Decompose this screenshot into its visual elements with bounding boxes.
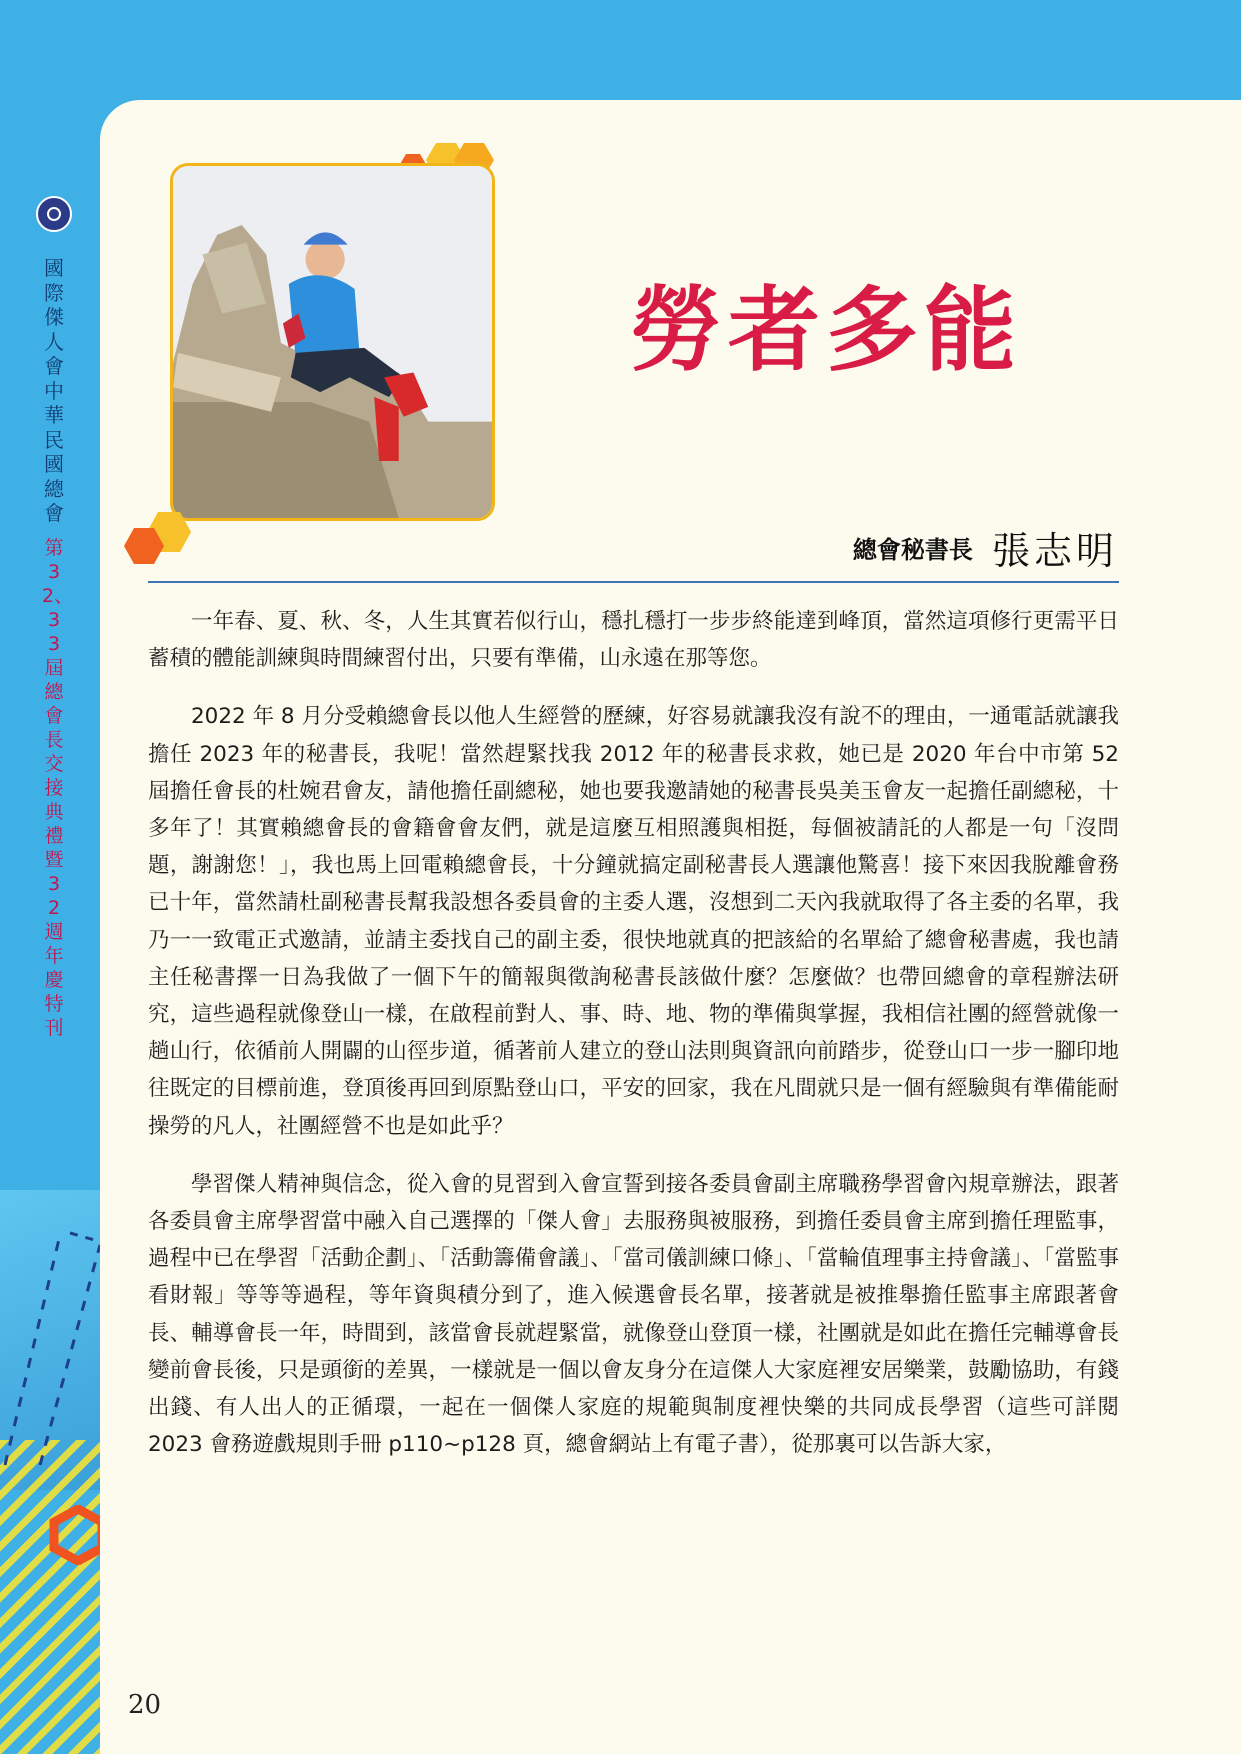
paragraph: 2022 年 8 月分受賴總會長以他人生經營的歷練，好容易就讓我沒有說不的理由，一通電話就讓我擔任 2023 年的秘書長，我呢！當然趕緊找我 2012 年的秘書長求救，她已是 2020 年台中市第 52 屆擔任會長的杜婉君會友，請他擔任副總秘，她也要我邀請她的秘書長吳美玉會友一起擔任副總秘，十多年了！其實賴總會長的會籍會會友們，就是這麼互相照護與相挺，每個被請託的人都是一句「沒問題，謝謝您！」，我也馬上回電賴總會長，十分鐘就搞定副秘書長人選讓他驚喜！接下來因我脫離會務已十年，當然請杜副秘書長幫我設想各委員會的主委人選，沒想到二天內我就取得了各主委的名單，我乃一一致電正式邀請，並請主委找自己的副主委，很快地就真的把該給的名單給了總會秘書處，我也請主任秘書擇一日為我做了一個下午的簡報與徵詢秘書長該做什麼？怎麼做？也帶回總會的章程辦法研究，這些過程就像登山一樣，在啟程前對人、事、時、地、物的準備與掌握，我相信社團的經營就像一趟山行，依循前人開闢的山徑步道，循著前人建立的登山法則與資訊向前踏步，從登山口一步一腳印地往既定的目標前進，登頂後再回到原點登山口，平安的回家，我在凡間就只是一個有經驗與有準備能耐操勞的凡人，社團經營不也是如此乎？ [148,704,1119,1139]
paragraph: 學習傑人精神與信念，從入會的見習到入會宣誓到接各委員會副主席職務學習會內規章辦法，跟著各委員會主席學習當中融入自己選擇的「傑人會」去服務與被服務，到擔任委員會主席到擔任理監事，過程中已在學習「活動企劃」、「活動籌備會議」、「當司儀訓練口條」、「當輪值理事主持會議」、「當監事看財報」等等等過程，等年資與積分到了，進入候選會長名單，接著就是被推舉擔任監事主席跟著會長、輔導會長一年，時間到，該當會長就趕緊當，就像登山登頂一樣，社團就是如此在擔任完輔導會長變前會長後，只是頭銜的差異，一樣就是一個以會友身分在這傑人大家庭裡安居樂業，鼓勵協助，有錢出錢、有人出人的正循環，一起在一個傑人家庭的規範與制度裡快樂的共同成長學習（這些可詳閱 2023 會務遊戲規則手冊 p110~p128 頁，總會網站上有電子書），從那裏可以告訴大家， [148,1171,1119,1458]
sidebar-org-name: 國際傑人會中華民國總會 [44,256,64,525]
mountain-summit-photo-icon [173,166,492,518]
article-title: 勞者多能 [630,276,1023,384]
author-name: 張志明 [991,529,1118,573]
decorative-stripes [0,1440,100,1754]
paragraph: 一年春、夏、秋、冬，人生其實若似行山，穩扎穩打一步步終能達到峰頂，當然這項修行更需平日蓄積的體能訓練與時間練習付出，只要有準備，山永遠在那等您。 [148,609,1119,672]
author-byline [853,520,1118,575]
hexagon-icon [48,1505,108,1565]
sidebar-publication: 第32、33屆總會長交接典禮暨32週年慶特刊 [42,537,74,1039]
title-divider [148,581,1119,583]
article-body [148,603,1119,1484]
hexagon-cluster-icon [118,506,206,570]
page-number: 20 [128,1690,162,1720]
author-photo [170,163,495,521]
org-emblem-icon [36,196,72,232]
author-role: 總會秘書長 [852,535,973,564]
